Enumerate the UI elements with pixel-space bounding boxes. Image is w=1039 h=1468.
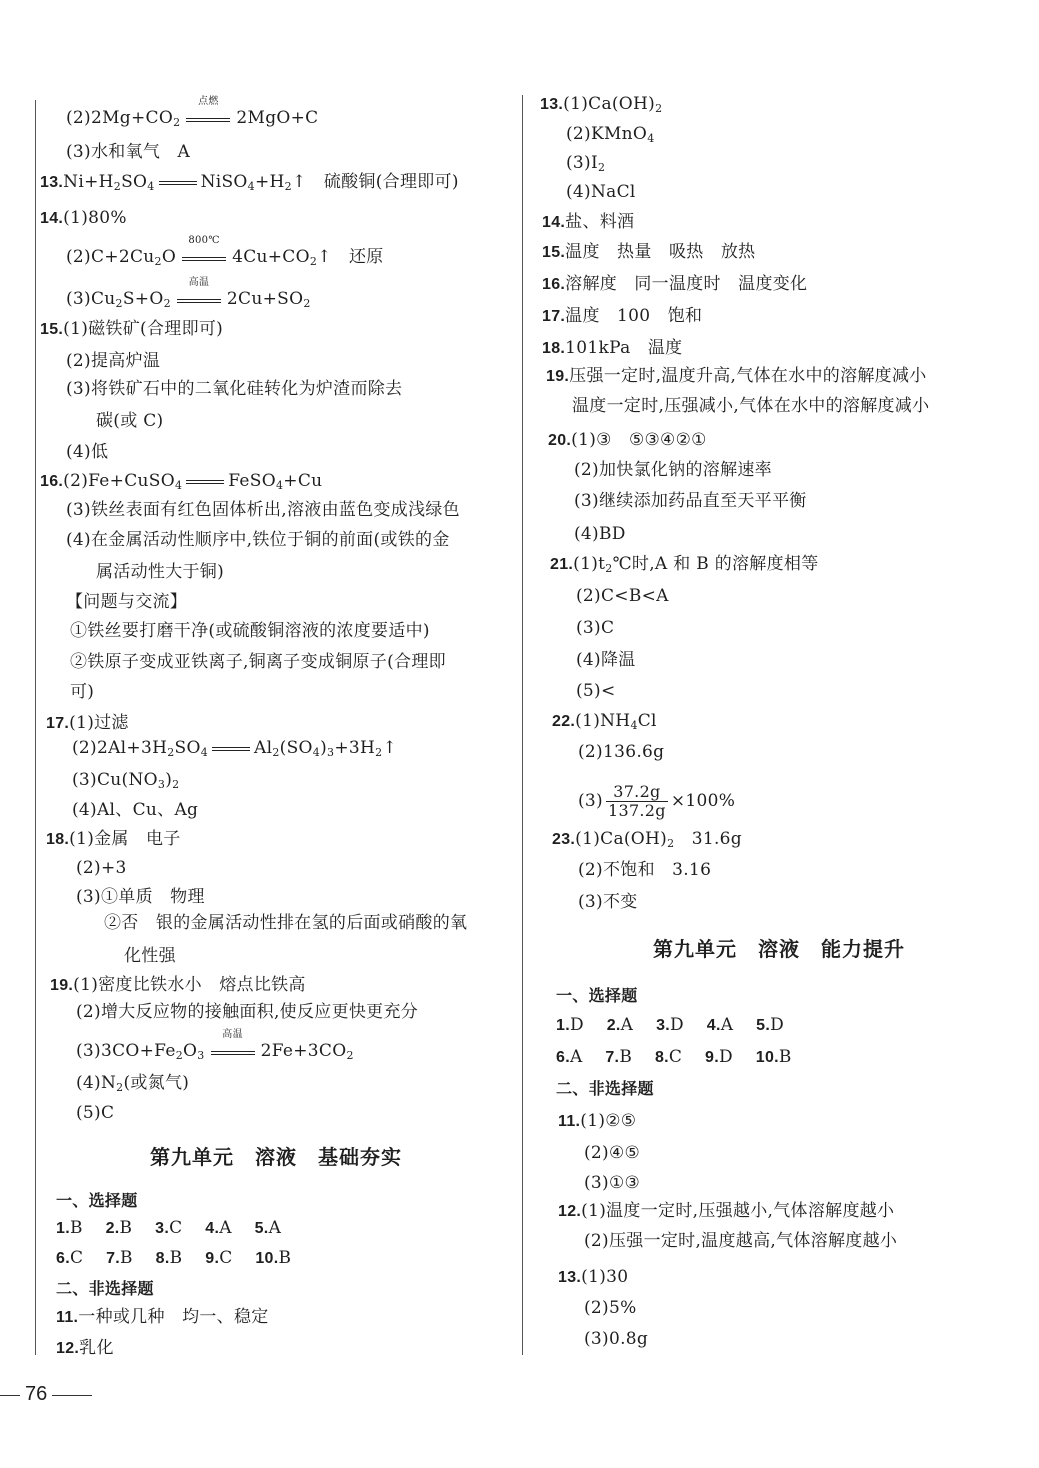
answer-line: (2)增大反应物的接触面积,使反应更快更充分 — [76, 1002, 419, 1022]
answer-line: (3)C — [576, 618, 615, 638]
page-number-rule-right — [52, 1395, 92, 1396]
answer-line: $21.(1)t_2℃$时,A 和 B 的溶解度相等 — [550, 554, 819, 575]
mc-answers-row: 1.D 2.A 3.D 4.A 5.D — [556, 1015, 785, 1035]
answer-line: ②否 银的金属活动性排在氢的后面或硝酸的氧 — [104, 913, 468, 933]
answer-line: $(2)C+2Cu_2O$ 800℃ $4Cu+CO_2↑$ 还原 — [66, 234, 384, 268]
mc-answers-row: 6.A 7.B 8.C 9.D 10.B — [556, 1047, 792, 1067]
answer-line: $13.Ni+H_2SO_4$ $NiSO_4+H_2↑$ 硫酸铜(合理即可) — [40, 172, 459, 193]
answer-line: (2)压强一定时,温度越高,气体溶解度越小 — [584, 1231, 898, 1251]
answer-line: (3)水和氧气 A — [66, 142, 191, 162]
answer-line: (2)+3 — [76, 858, 127, 878]
answer-line: (2)加快氯化钠的溶解速率 — [574, 460, 772, 480]
answer-line: 14.盐、料酒 — [542, 212, 635, 232]
answer-line: (4)低 — [66, 442, 109, 462]
answer-line: (2)5% — [584, 1298, 637, 1318]
answer-line: 【问题与交流】 — [66, 592, 188, 612]
answer-line: (5)C — [76, 1103, 115, 1123]
answer-line: (3)继续添加药品直至天平平衡 — [574, 491, 807, 511]
column-divider — [522, 95, 523, 1355]
answer-line: 化性强 — [124, 946, 176, 966]
answer-line: ①铁丝要打磨干净(或硫酸铜溶液的浓度要适中) — [70, 621, 430, 641]
answer-line: $(3)Cu_2S+O_2$ 高温 $2Cu+SO_2$ — [66, 276, 311, 310]
answer-line: 温度一定时,压强减小,气体在水中的溶解度减小 — [572, 396, 930, 416]
fraction: $\frac{37.2g}{137.2g}$ — [607, 782, 666, 820]
answer-line: 15.温度 热量 吸热 放热 — [542, 242, 756, 262]
answer-line: 14.(1)80% — [40, 208, 127, 228]
answer-line: (2)④⑤ — [584, 1143, 641, 1163]
answer-line: 15.(1)磁铁矿(合理即可) — [40, 319, 224, 339]
mc-answers-row: 1.B 2.B 3.C 4.A 5.A — [56, 1218, 282, 1238]
answer-line: $(3)I_2$ — [566, 153, 606, 174]
answer-line: (4)降温 — [576, 650, 636, 670]
answer-line: (4)NaCl — [566, 182, 636, 202]
subsection-title: 一、选择题 — [56, 1191, 138, 1210]
subsection-title: 二、非选择题 — [56, 1279, 154, 1298]
answer-line: 13.(1)30 — [558, 1267, 629, 1287]
answer-line: $(4)N_2$(或氮气) — [76, 1073, 190, 1094]
answer-line: (4)BD — [574, 524, 626, 544]
subsection-title: 一、选择题 — [556, 986, 638, 1005]
page-number: 76 — [25, 1383, 48, 1405]
answer-line: 11.一种或几种 均一、稳定 — [56, 1307, 269, 1327]
answer-line: 18.(1)金属 电子 — [46, 829, 181, 849]
answer-line: (3)将铁矿石中的二氧化硅转化为炉渣而除去 — [66, 379, 403, 399]
answer-line: (3)①③ — [584, 1173, 641, 1193]
answer-line: (2)不饱和 3.16 — [578, 860, 712, 880]
answer-line: 19.(1)密度比铁水小 熔点比铁高 — [50, 975, 306, 995]
answer-line: 19.压强一定时,温度升高,气体在水中的溶解度减小 — [546, 366, 927, 386]
answer-line: (5)< — [576, 681, 616, 701]
answer-line: 17.温度 100 饱和 — [542, 306, 703, 326]
left-margin-line — [35, 100, 36, 1355]
answer-line: (3)铁丝表面有红色固体析出,溶液由蓝色变成浅绿色 — [66, 500, 460, 520]
reaction-condition: 点燃 — [182, 108, 234, 130]
subsection-title: 二、非选择题 — [556, 1079, 654, 1098]
section-heading: 第九单元 溶液 基础夯实 — [150, 1145, 402, 1169]
answer-line: (3)0.8g — [584, 1329, 649, 1349]
answer-line: ②铁原子变成亚铁离子,铜离子变成铜原子(合理即 — [70, 652, 446, 672]
answer-line: (3)不变 — [578, 892, 638, 912]
answer-line: 12.(1)温度一定时,压强越小,气体溶解度越小 — [558, 1201, 895, 1221]
section-heading: 第九单元 溶液 能力提升 — [653, 937, 905, 961]
answer-line: $(3)3CO+Fe_2O_3$ 高温 $2Fe+3CO_2$ — [76, 1028, 354, 1062]
answer-line: (2)136.6g — [578, 742, 665, 762]
answer-line: (3) $\frac{37.2g}{137.2g}$ ×100% — [578, 782, 736, 820]
answer-line: 17.(1)过滤 — [46, 713, 129, 733]
answer-line: (4)Al、Cu、Ag — [72, 800, 199, 820]
answer-line: 16.溶解度 同一温度时 温度变化 — [542, 274, 808, 294]
answer-line: (3)①单质 物理 — [76, 887, 205, 907]
answer-line: $22.(1)NH_4Cl$ — [552, 711, 657, 732]
answer-line: (4)在金属活动性顺序中,铁位于铜的前面(或铁的金 — [66, 530, 450, 550]
answer-line: 16.(2)Fe+CuSO$_4$ FeSO$_4$+Cu — [40, 471, 323, 492]
answer-line: 属活动性大于铜) — [96, 562, 225, 582]
answer-line: 可) — [70, 682, 95, 702]
answer-line: $(3)Cu(NO_3)_2$ — [72, 770, 180, 791]
answer-line: 碳(或 C) — [96, 411, 164, 431]
answer-line: (2)KMnO$_4$ — [566, 124, 655, 145]
answer-line: (2)C<B<A — [576, 586, 669, 606]
mc-answers-row: 6.C 7.B 8.B 9.C 10.B — [56, 1248, 292, 1268]
answer-line: 18.101kPa 温度 — [542, 338, 683, 358]
answer-line: $13.(1)Ca(OH)_2$ — [540, 94, 663, 115]
answer-line: 20.(1)③ ⑤③④②① — [548, 430, 707, 450]
page-number-rule-left — [0, 1395, 20, 1396]
answer-line: $(2)2Al+3H_2SO_4$ $Al_2(SO_4)_3+3H_2↑$ — [72, 738, 397, 759]
answer-line: 12.乳化 — [56, 1338, 114, 1358]
answer-line: (2)提高炉温 — [66, 351, 161, 371]
answer-line: 11.(1)②⑤ — [558, 1111, 637, 1131]
answer-line: $(2)2Mg+CO_2$ 点燃 2MgO+C — [66, 95, 319, 129]
answer-line: $23.(1)Ca(OH)_2$ 31.6g — [552, 829, 742, 850]
